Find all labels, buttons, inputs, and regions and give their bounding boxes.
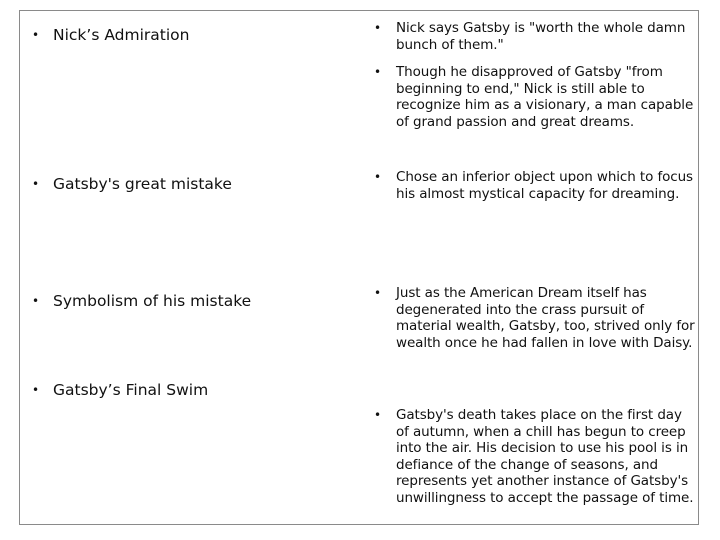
topic-symbolism-of-mistake bbox=[32, 292, 251, 311]
bullet-icon: • bbox=[374, 286, 381, 300]
detail-text: Gatsby's death takes place on the first day of autumn, when a chill has begun to creep into the air. His decision to use his pool is in defiance of the change of seasons, and represents yet another instance of Gatsby's unwillingness to accept the passage of time. bbox=[396, 407, 694, 506]
bullet-icon: • bbox=[32, 177, 40, 191]
detail-text: Though he disapproved of Gatsby "from beginning to end," Nick is still able to recognize him as a visionary, a man capable of grand passion and great dreams. bbox=[396, 64, 694, 130]
bullet-icon: • bbox=[374, 65, 381, 79]
detail-american-dream bbox=[374, 285, 696, 351]
detail-text: Chose an inferior object upon which to focus his almost mystical capacity for dreaming. bbox=[396, 169, 693, 202]
topic-gatsbys-final-swim bbox=[32, 381, 208, 400]
bullet-icon: • bbox=[374, 408, 381, 422]
topic-gatsbys-great-mistake bbox=[32, 175, 232, 194]
topic-label: Gatsby’s Final Swim bbox=[53, 381, 209, 399]
bullet-icon: • bbox=[32, 383, 40, 397]
bullet-icon: • bbox=[374, 170, 381, 184]
detail-worth-whole-bunch bbox=[374, 20, 696, 53]
detail-gatsbys-death bbox=[374, 407, 696, 506]
detail-visionary bbox=[374, 64, 696, 130]
detail-text: Nick says Gatsby is "worth the whole damn bunch of them." bbox=[396, 20, 686, 53]
topic-label: Nick’s Admiration bbox=[53, 26, 190, 44]
topic-label: Symbolism of his mistake bbox=[53, 292, 252, 310]
bullet-icon: • bbox=[374, 21, 381, 35]
topic-nicks-admiration bbox=[32, 26, 189, 45]
bullet-icon: • bbox=[32, 28, 40, 42]
topic-label: Gatsby's great mistake bbox=[53, 175, 232, 193]
bullet-icon: • bbox=[32, 294, 40, 308]
detail-text: Just as the American Dream itself has degenerated into the crass pursuit of material wealth, Gatsby, too, strived only for wealth once he had fallen in love with Daisy. bbox=[396, 285, 695, 351]
detail-inferior-object bbox=[374, 169, 696, 202]
